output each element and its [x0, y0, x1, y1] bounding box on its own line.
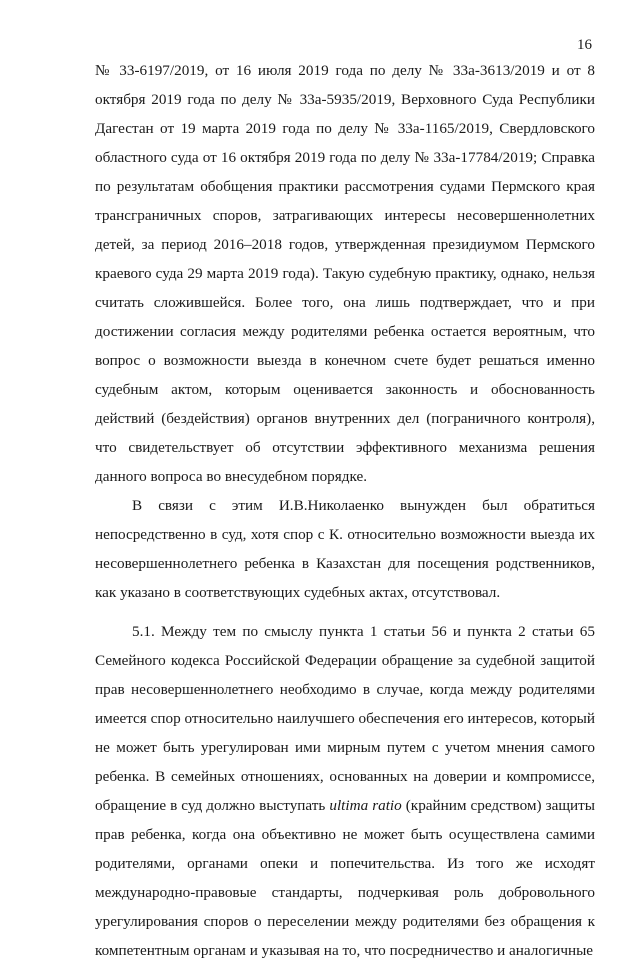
paragraph-court-practice: № 33-6197/2019, от 16 июля 2019 года по делу № 33а-3613/2019 и от 8 октября 2019 года по делу № 33а-5935/2019, Верховного Суда Республики Дагестан от 19 марта 2019 года по делу № 33а-1165/2019, Свердловского областного суда от 16 октября 2019 года по делу № 33а-17784/2019; Справка по результатам обобщения практики рассмотрения судами Пермского края трансграничных споров, затрагивающих интересы несовершеннолетних детей, за период 2016–2018 годов, утвержденная президиумом Пермского краевого суда 29 марта 2019 года). Такую судебную практику, однако, нельзя считать сложившейся. Более того, она лишь подтверждает, что и при достижении согласия между родителями ребенка остается вероятным, что вопрос о возможности выезда в конечном счете будет решаться именно судебным актом, которым оценивается законность и обоснованность действий (бездействия) органов внутренних дел (пограничного контроля), что свидетельствует об отсутствии эффективного механизма решения данного вопроса во внесудебном порядке. — [95, 62, 595, 485]
paragraph-nikolaenko: В связи с этим И.В.Николаенко вынужден был обратиться непосредственно в суд, хотя спор с К. относительно возможности выезда их несовершеннолетнего ребенка в Казахстан для посещения родственников, как указано в соответствующих судебных актах, отсутствовал. — [95, 497, 595, 601]
paragraph-5-1 — [95, 617, 595, 965]
paragraph-5-1-part-2: (крайним средством) защиты прав ребенка, когда она объективно не может быть осуществлена самими родителями, органами опеки и попечительства. Из того же исходят международно-правовые стандарты, подчеркивая роль добровольного урегулирования споров о переселении между родителями без обращения к компетентным органам и указывая на то, что посредничество и аналогичные — [95, 797, 595, 959]
ultima-ratio-term: ultima ratio — [329, 797, 402, 814]
document-body — [95, 56, 595, 965]
paragraph-5-1-part-1: 5.1. Между тем по смыслу пункта 1 статьи 56 и пункта 2 статьи 65 Семейного кодекса Российской Федерации обращение за судебной защитой прав несовершеннолетнего необходимо в случае, когда между родителями имеется спор относительно наилучшего обеспечения его интересов, который не может быть урегулирован ими мирным путем с учетом мнения самого ребенка. В семейных отношениях, основанных на доверии и компромиссе, обращение в суд должно выступать — [95, 623, 595, 814]
page-number: 16 — [577, 37, 592, 53]
